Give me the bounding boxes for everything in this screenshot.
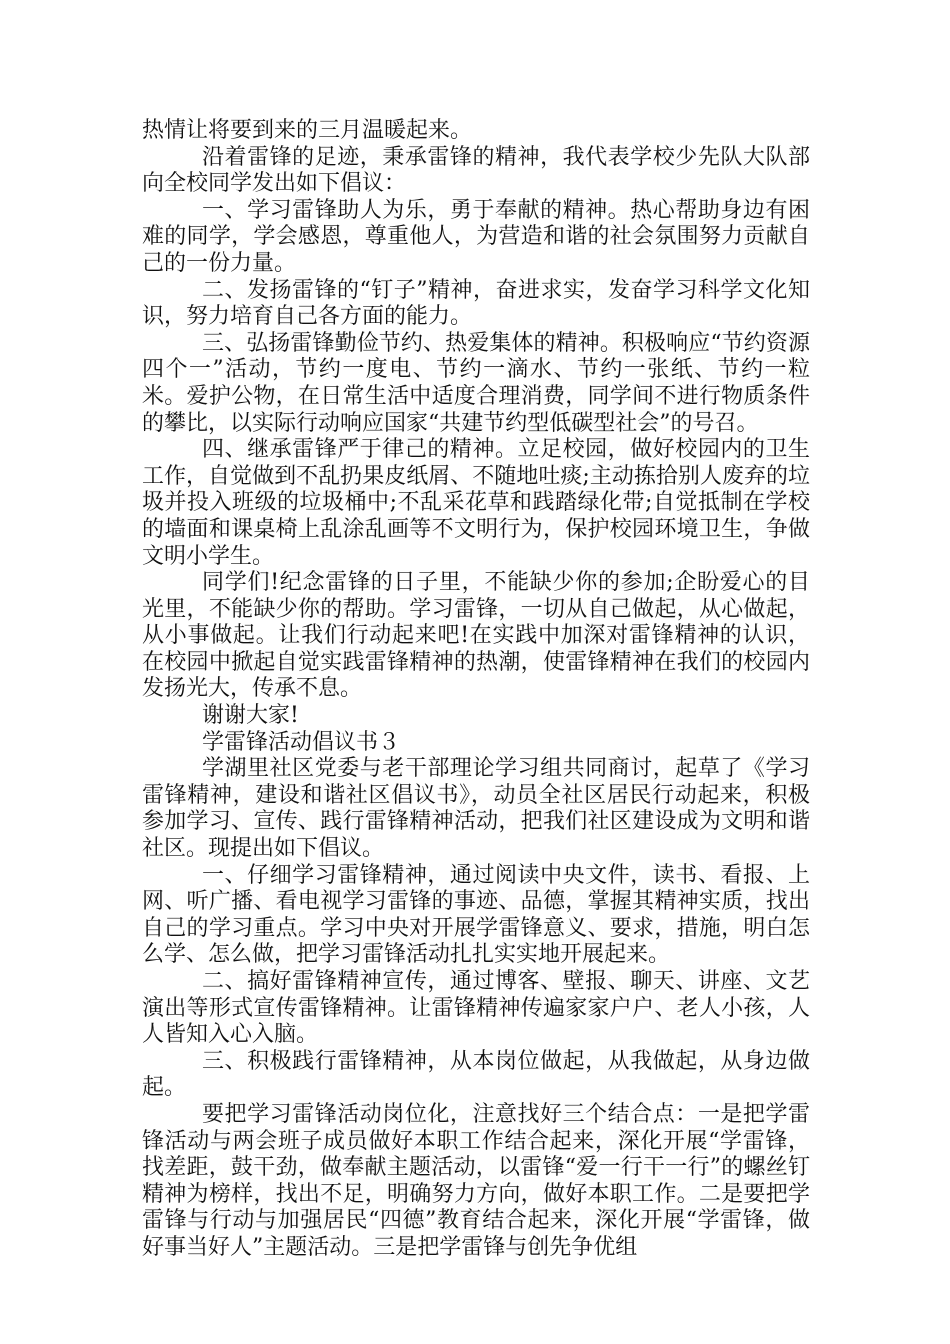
closing-line: 谢谢大家! [202,703,299,729]
section-heading: 学雷锋活动倡议书３ [202,729,401,755]
paragraph: 三、积极践行雷锋精神，从本岗位做起，从我做起，从身边做起。 [142,1048,810,1101]
document-body [142,118,810,1262]
paragraph: 三、弘扬雷锋勤俭节约、热爱集体的精神。积极响应“节约资源四个一”活动，节约一度电、节约一滴水、节约一张纸、节约一粒米。爱护公物，在日常生活中适度合理消费，同学间不进行物质条件的攀比，以实际行动响应国家“共建节约型低碳型社会”的号召。 [142,330,810,436]
paragraph: 沿着雷锋的足迹，秉承雷锋的精神，我代表学校少先队大队部向全校同学发出如下倡议： [142,144,810,197]
paragraph: 四、继承雷锋严于律己的精神。立足校园，做好校园内的卫生工作，自觉做到不乱扔果皮纸屑、不随地吐痰;主动拣拾别人废弃的垃圾并投入班级的垃圾桶中;不乱采花草和践踏绿化带;自觉抵制在学校的墙面和课桌椅上乱涂乱画等不文明行为，保护校园环境卫生，争做文明小学生。 [142,437,810,569]
paragraph: 二、搞好雷锋精神宣传，通过博客、壁报、聊天、讲座、文艺演出等形式宣传雷锋精神。让雷锋精神传遍家家户户、老人小孩，人人皆知入心入脑。 [142,969,810,1048]
paragraph: 二、发扬雷锋的“钉子”精神，奋进求实，发奋学习科学文化知识，努力培育自己各方面的能力。 [142,277,810,330]
paragraph: 热情让将要到来的三月温暖起来。 [142,118,473,143]
paragraph: 一、学习雷锋助人为乐，勇于奉献的精神。热心帮助身边有困难的同学，学会感恩，尊重他人，为营造和谐的社会氛围努力贡献自己的一份力量。 [142,197,810,276]
paragraph: 同学们!纪念雷锋的日子里，不能缺少你的参加;企盼爱心的目光里，不能缺少你的帮助。学习雷锋，一切从自己做起，从心做起，从小事做起。让我们行动起来吧!在实践中加深对雷锋精神的认识，在校园中掀起自觉实践雷锋精神的热潮，使雷锋精神在我们的校园内发扬光大，传承不息。 [142,570,810,702]
paragraph: 要把学习雷锋活动岗位化，注意找好三个结合点：一是把学雷锋活动与两会班子成员做好本职工作结合起来，深化开展“学雷锋，找差距，鼓干劲，做奉献主题活动，以雷锋“爱一行干一行”的螺丝钉精神为榜样，找出不足，明确努力方向，做好本职工作。二是要把学雷锋与行动与加强居民“四德”教育结合起来，深化开展“学雷锋，做好事当好人”主题活动。三是把学雷锋与创先争优组 [142,1101,810,1260]
paragraph: 学湖里社区党委与老干部理论学习组共同商讨，起草了《学习雷锋精神，建设和谐社区倡议书》，动员全社区居民行动起来，积极参加学习、宣传、践行雷锋精神活动，把我们社区建设成为文明和谐社区。现提出如下倡议。 [142,756,810,862]
paragraph: 一、仔细学习雷锋精神，通过阅读中央文件，读书、看报、上网、听广播、看电视学习雷锋的事迹、品德，掌握其精神实质，找出自己的学习重点。学习中央对开展学雷锋意义、要求，措施，明白怎么学、怎么做，把学习雷锋活动扎扎实实地开展起来。 [142,862,810,968]
